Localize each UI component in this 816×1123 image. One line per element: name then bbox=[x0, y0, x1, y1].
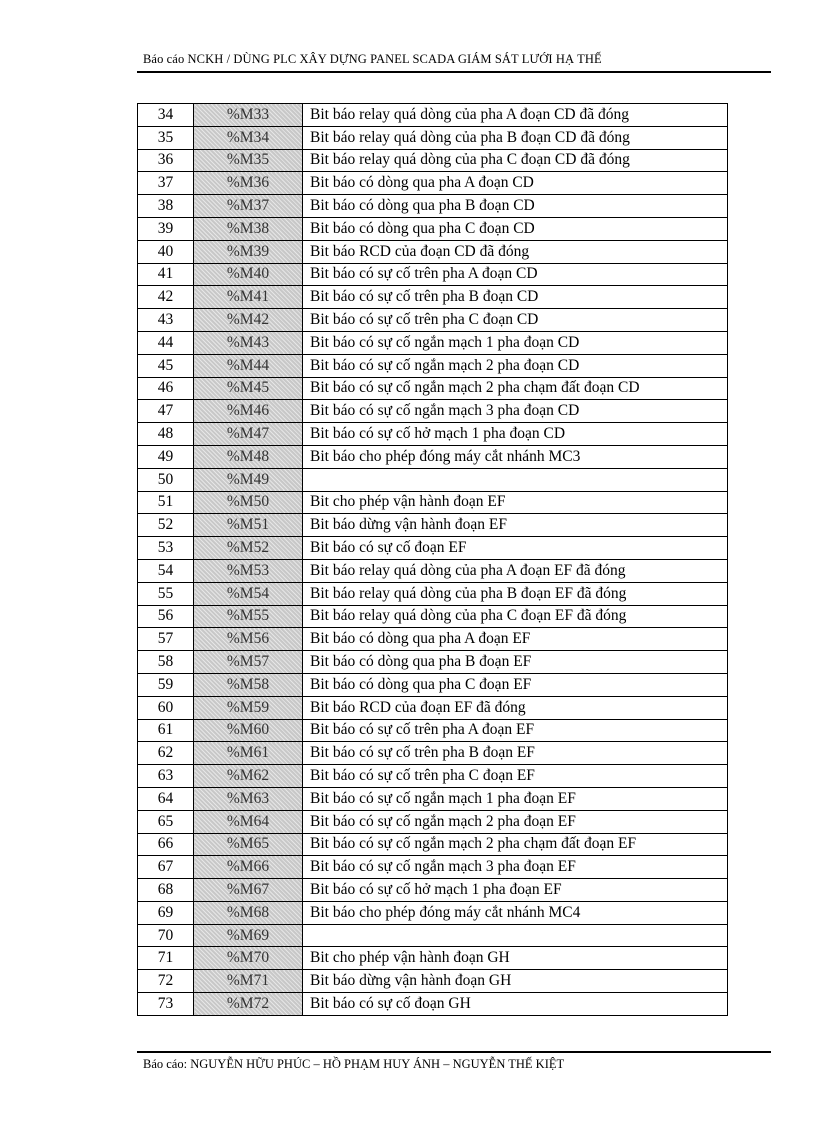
memory-address: %M36 bbox=[194, 172, 303, 195]
row-index: 57 bbox=[138, 628, 194, 651]
bit-description: Bit báo có sự cố ngắn mạch 1 pha đoạn EF bbox=[303, 787, 728, 810]
table-row bbox=[138, 309, 728, 332]
bit-description: Bit báo có dòng qua pha C đoạn CD bbox=[303, 217, 728, 240]
row-index: 72 bbox=[138, 970, 194, 993]
bit-description: Bit báo relay quá dòng của pha C đoạn EF đã đóng bbox=[303, 605, 728, 628]
memory-address: %M53 bbox=[194, 559, 303, 582]
row-index: 64 bbox=[138, 787, 194, 810]
table-row bbox=[138, 605, 728, 628]
bit-description: Bit báo cho phép đóng máy cắt nhánh MC4 bbox=[303, 901, 728, 924]
bit-description: Bit báo relay quá dòng của pha C đoạn CD đã đóng bbox=[303, 149, 728, 172]
row-index: 63 bbox=[138, 765, 194, 788]
memory-bit-table bbox=[137, 103, 728, 1016]
memory-address: %M43 bbox=[194, 331, 303, 354]
row-index: 41 bbox=[138, 263, 194, 286]
table-row bbox=[138, 217, 728, 240]
bit-description: Bit báo có sự cố trên pha C đoạn CD bbox=[303, 309, 728, 332]
row-index: 55 bbox=[138, 582, 194, 605]
row-index: 69 bbox=[138, 901, 194, 924]
row-index: 68 bbox=[138, 879, 194, 902]
memory-address: %M42 bbox=[194, 309, 303, 332]
memory-address: %M59 bbox=[194, 696, 303, 719]
bit-description: Bit báo có sự cố đoạn GH bbox=[303, 993, 728, 1016]
table-row bbox=[138, 924, 728, 947]
table-row bbox=[138, 491, 728, 514]
bit-description: Bit báo có sự cố trên pha A đoạn EF bbox=[303, 719, 728, 742]
footer-rule bbox=[137, 1051, 771, 1053]
table-row bbox=[138, 377, 728, 400]
memory-address: %M57 bbox=[194, 651, 303, 674]
table-row bbox=[138, 195, 728, 218]
memory-address: %M33 bbox=[194, 104, 303, 127]
memory-address: %M41 bbox=[194, 286, 303, 309]
bit-description bbox=[303, 468, 728, 491]
bit-description bbox=[303, 924, 728, 947]
memory-address: %M62 bbox=[194, 765, 303, 788]
memory-address: %M48 bbox=[194, 445, 303, 468]
table-row bbox=[138, 263, 728, 286]
memory-address: %M46 bbox=[194, 400, 303, 423]
bit-description: Bit báo có sự cố trên pha B đoạn EF bbox=[303, 742, 728, 765]
memory-address: %M67 bbox=[194, 879, 303, 902]
table-row bbox=[138, 970, 728, 993]
memory-address: %M37 bbox=[194, 195, 303, 218]
row-index: 62 bbox=[138, 742, 194, 765]
memory-address: %M38 bbox=[194, 217, 303, 240]
bit-description: Bit báo RCD của đoạn CD đã đóng bbox=[303, 240, 728, 263]
bit-description: Bit báo relay quá dòng của pha A đoạn EF đã đóng bbox=[303, 559, 728, 582]
bit-description: Bit báo có sự cố ngắn mạch 3 pha đoạn CD bbox=[303, 400, 728, 423]
row-index: 44 bbox=[138, 331, 194, 354]
page-footer: Báo cáo: NGUYỄN HỮU PHÚC – HỒ PHẠM HUY ÁNH – NGUYỄN THẾ KIỆT bbox=[143, 1057, 565, 1071]
memory-address: %M55 bbox=[194, 605, 303, 628]
memory-address: %M70 bbox=[194, 947, 303, 970]
bit-description: Bit báo có sự cố trên pha B đoạn CD bbox=[303, 286, 728, 309]
bit-description: Bit báo có sự cố ngắn mạch 2 pha đoạn EF bbox=[303, 810, 728, 833]
table-row bbox=[138, 240, 728, 263]
row-index: 40 bbox=[138, 240, 194, 263]
table-row bbox=[138, 331, 728, 354]
row-index: 47 bbox=[138, 400, 194, 423]
row-index: 43 bbox=[138, 309, 194, 332]
row-index: 39 bbox=[138, 217, 194, 240]
table-row bbox=[138, 719, 728, 742]
memory-address: %M66 bbox=[194, 856, 303, 879]
table-body bbox=[138, 104, 728, 1016]
row-index: 50 bbox=[138, 468, 194, 491]
table-row bbox=[138, 354, 728, 377]
bit-description: Bit cho phép vận hành đoạn EF bbox=[303, 491, 728, 514]
table-row bbox=[138, 628, 728, 651]
bit-description: Bit báo có sự cố trên pha C đoạn EF bbox=[303, 765, 728, 788]
memory-address: %M52 bbox=[194, 537, 303, 560]
bit-description: Bit báo có dòng qua pha A đoạn EF bbox=[303, 628, 728, 651]
row-index: 46 bbox=[138, 377, 194, 400]
bit-description: Bit báo có dòng qua pha B đoạn EF bbox=[303, 651, 728, 674]
table-row bbox=[138, 423, 728, 446]
table-row bbox=[138, 104, 728, 127]
table-row bbox=[138, 172, 728, 195]
table-row bbox=[138, 559, 728, 582]
bit-description: Bit báo có sự cố ngắn mạch 3 pha đoạn EF bbox=[303, 856, 728, 879]
table-row bbox=[138, 582, 728, 605]
bit-description: Bit báo có sự cố trên pha A đoạn CD bbox=[303, 263, 728, 286]
row-index: 58 bbox=[138, 651, 194, 674]
bit-description: Bit báo có dòng qua pha C đoạn EF bbox=[303, 673, 728, 696]
bit-description: Bit báo dừng vận hành đoạn EF bbox=[303, 514, 728, 537]
header-rule bbox=[137, 71, 771, 73]
table-row bbox=[138, 696, 728, 719]
row-index: 34 bbox=[138, 104, 194, 127]
memory-address: %M35 bbox=[194, 149, 303, 172]
row-index: 52 bbox=[138, 514, 194, 537]
table-row bbox=[138, 833, 728, 856]
table-row bbox=[138, 787, 728, 810]
bit-description: Bit cho phép vận hành đoạn GH bbox=[303, 947, 728, 970]
table-row bbox=[138, 149, 728, 172]
bit-description: Bit báo RCD của đoạn EF đã đóng bbox=[303, 696, 728, 719]
memory-address: %M68 bbox=[194, 901, 303, 924]
row-index: 54 bbox=[138, 559, 194, 582]
memory-address: %M69 bbox=[194, 924, 303, 947]
row-index: 35 bbox=[138, 126, 194, 149]
memory-address: %M63 bbox=[194, 787, 303, 810]
memory-address: %M49 bbox=[194, 468, 303, 491]
table-row bbox=[138, 993, 728, 1016]
row-index: 49 bbox=[138, 445, 194, 468]
table-row bbox=[138, 673, 728, 696]
row-index: 65 bbox=[138, 810, 194, 833]
bit-description: Bit báo có dòng qua pha A đoạn CD bbox=[303, 172, 728, 195]
table-row bbox=[138, 286, 728, 309]
row-index: 53 bbox=[138, 537, 194, 560]
bit-description: Bit báo dừng vận hành đoạn GH bbox=[303, 970, 728, 993]
table-row bbox=[138, 765, 728, 788]
table-row bbox=[138, 514, 728, 537]
bit-description: Bit báo có sự cố ngắn mạch 2 pha đoạn CD bbox=[303, 354, 728, 377]
bit-description: Bit báo có sự cố ngắn mạch 1 pha đoạn CD bbox=[303, 331, 728, 354]
memory-address: %M61 bbox=[194, 742, 303, 765]
table-row bbox=[138, 651, 728, 674]
table-row bbox=[138, 742, 728, 765]
bit-description: Bit báo relay quá dòng của pha A đoạn CD đã đóng bbox=[303, 104, 728, 127]
table-row bbox=[138, 537, 728, 560]
memory-address: %M71 bbox=[194, 970, 303, 993]
bit-description: Bit báo có sự cố đoạn EF bbox=[303, 537, 728, 560]
table-row bbox=[138, 126, 728, 149]
table-row bbox=[138, 445, 728, 468]
memory-address: %M54 bbox=[194, 582, 303, 605]
row-index: 60 bbox=[138, 696, 194, 719]
row-index: 66 bbox=[138, 833, 194, 856]
table-row bbox=[138, 947, 728, 970]
row-index: 71 bbox=[138, 947, 194, 970]
row-index: 73 bbox=[138, 993, 194, 1016]
bit-description: Bit báo có sự cố hở mạch 1 pha đoạn CD bbox=[303, 423, 728, 446]
row-index: 48 bbox=[138, 423, 194, 446]
row-index: 56 bbox=[138, 605, 194, 628]
table-row bbox=[138, 901, 728, 924]
bit-description: Bit báo có sự cố ngắn mạch 2 pha chạm đất đoạn CD bbox=[303, 377, 728, 400]
memory-address: %M39 bbox=[194, 240, 303, 263]
row-index: 36 bbox=[138, 149, 194, 172]
bit-description: Bit báo có dòng qua pha B đoạn CD bbox=[303, 195, 728, 218]
row-index: 51 bbox=[138, 491, 194, 514]
table-row bbox=[138, 810, 728, 833]
memory-address: %M72 bbox=[194, 993, 303, 1016]
row-index: 38 bbox=[138, 195, 194, 218]
row-index: 42 bbox=[138, 286, 194, 309]
memory-address: %M44 bbox=[194, 354, 303, 377]
table-row bbox=[138, 400, 728, 423]
page-header: Báo cáo NCKH / DÙNG PLC XÂY DỰNG PANEL SCADA GIÁM SÁT LƯỚI HẠ THẾ bbox=[143, 52, 602, 66]
row-index: 45 bbox=[138, 354, 194, 377]
table-row bbox=[138, 879, 728, 902]
memory-address: %M50 bbox=[194, 491, 303, 514]
bit-description: Bit báo có sự cố hở mạch 1 pha đoạn EF bbox=[303, 879, 728, 902]
memory-address: %M34 bbox=[194, 126, 303, 149]
row-index: 61 bbox=[138, 719, 194, 742]
row-index: 67 bbox=[138, 856, 194, 879]
bit-description: Bit báo relay quá dòng của pha B đoạn EF đã đóng bbox=[303, 582, 728, 605]
memory-address: %M45 bbox=[194, 377, 303, 400]
memory-address: %M56 bbox=[194, 628, 303, 651]
memory-address: %M58 bbox=[194, 673, 303, 696]
memory-address: %M47 bbox=[194, 423, 303, 446]
table-row bbox=[138, 468, 728, 491]
row-index: 59 bbox=[138, 673, 194, 696]
memory-address: %M64 bbox=[194, 810, 303, 833]
bit-description: Bit báo cho phép đóng máy cắt nhánh MC3 bbox=[303, 445, 728, 468]
row-index: 70 bbox=[138, 924, 194, 947]
memory-address: %M51 bbox=[194, 514, 303, 537]
memory-address: %M40 bbox=[194, 263, 303, 286]
bit-description: Bit báo có sự cố ngắn mạch 2 pha chạm đất đoạn EF bbox=[303, 833, 728, 856]
table-row bbox=[138, 856, 728, 879]
bit-description: Bit báo relay quá dòng của pha B đoạn CD đã đóng bbox=[303, 126, 728, 149]
memory-address: %M65 bbox=[194, 833, 303, 856]
row-index: 37 bbox=[138, 172, 194, 195]
memory-address: %M60 bbox=[194, 719, 303, 742]
